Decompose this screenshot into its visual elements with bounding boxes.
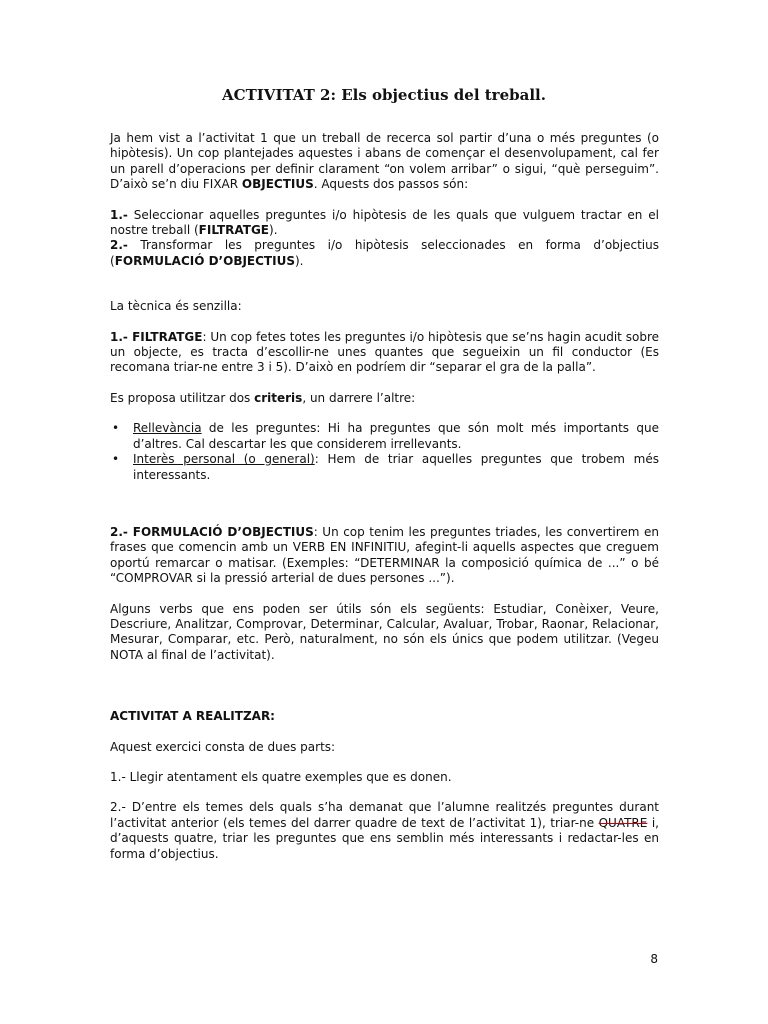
criterion-term: Rellevància xyxy=(133,421,202,436)
step2-text: Transformar les preguntes i/o hipòtesis seleccionades en forma d’objectius ( xyxy=(110,238,659,268)
step2-bold: FORMULACIÓ D’OBJECTIUS xyxy=(114,253,295,268)
criteria-list xyxy=(110,421,659,483)
technique-line: La tècnica és senzilla: xyxy=(110,299,242,314)
list-item xyxy=(110,452,659,483)
intro-tail: . Aquests dos passos són: xyxy=(313,177,469,192)
filtratge-text: : Un cop fetes totes les preguntes i/o hipòtesis que se’ns hagin acudit sobre un objecte, es tracta d’escollir-ne unes quantes que segueixin un fil conductor (Es recomana triar-ne entre 3 i 5). D’això en podríem dir “separar el gra de la palla”. xyxy=(110,329,659,375)
step1-number: 1.- xyxy=(110,207,128,222)
step1-text: Seleccionar aquelles preguntes i/o hipòtesis de les quals que vulguem tractar en el nostre treball ( xyxy=(110,207,659,238)
filtratge-paragraph xyxy=(110,330,659,376)
verbs-paragraph: Alguns verbs que ens poden ser útils són els següents: Estudiar, Conèixer, Veure, Descriure, Analitzar, Comprovar, Determinar, Calcular, Avaluar, Trobar, Raonar, Relacionar, Mesurar, Comparar, etc. Però, naturalment, no són els únics que podem utilitzar. (Vegeu NOTA al final de l’activitat). xyxy=(110,601,659,662)
bullet-icon: • xyxy=(112,421,120,436)
activity-heading: ACTIVITAT A REALITZAR: xyxy=(110,709,275,724)
step1-bold: FILTRATGE xyxy=(198,223,270,238)
criterion-term: Interès personal (o general) xyxy=(133,452,315,467)
formulacio-label: 2.- FORMULACIÓ D’OBJECTIUS xyxy=(110,524,314,539)
part2-text: 2.- D’entre els temes dels quals s’ha demanat que l’alumne realitzés preguntes durant l’activitat anterior (els temes del darrer quadre de text de l’activitat 1), triar-ne xyxy=(110,800,659,830)
step1-tail: ). xyxy=(269,223,278,238)
filtratge-label: 1.- FILTRATGE xyxy=(110,329,203,344)
step2-tail: ). xyxy=(294,253,304,268)
criteris-text: Es proposa utilitzar dos xyxy=(110,390,255,405)
activity-intro: Aquest exercici consta de dues parts: xyxy=(110,739,336,754)
intro-paragraph xyxy=(110,131,659,193)
document-body xyxy=(110,131,659,877)
step2-number: 2.- xyxy=(110,238,128,253)
criteris-line xyxy=(110,391,659,406)
criterion-text: : Hem de triar aquelles preguntes que trobem més interessants. xyxy=(133,452,659,482)
part2-tail: i, d’aquests quatre, triar les preguntes que ens semblin més interessants i redactar-les en forma d’objectius. xyxy=(110,815,659,861)
activity-part2 xyxy=(110,800,659,862)
list-item xyxy=(110,421,659,452)
criteris-bold: criteris xyxy=(254,390,303,405)
part2-struck-word: QUATRE xyxy=(598,815,648,830)
bullet-icon: • xyxy=(112,452,120,467)
steps-paragraph xyxy=(110,208,659,270)
criteris-tail: , un darrere l’altre: xyxy=(302,390,416,405)
intro-bold: OBJECTIUS xyxy=(241,177,314,192)
criterion-text: de les preguntes: Hi ha preguntes que són molt més importants que d’altres. Cal descartar les que considerem irrellevants. xyxy=(133,421,659,451)
page-title: ACTIVITAT 2: Els objectius del treball. xyxy=(222,86,546,104)
intro-text: Ja hem vist a l’activitat 1 que un treball de recerca sol partir d’una o més preguntes (o hipòtesis). Un cop plantejades aquestes i abans de començar el desenvolupament, cal fer un parell d’operacions per definir clarament “on volem arribar” o sigui, “què perseguim”. D’això se’n diu FIXAR xyxy=(110,131,659,192)
formulacio-paragraph xyxy=(110,525,659,587)
formulacio-text: : Un cop tenim les preguntes triades, les convertirem en frases que comencin amb un VERB EN INFINITIU, afegint-li aquells aspectes que creguem oportú remarcar o matisar. (Exemples: “DETERMINAR la composició química de ...” o bé “COMPROVAR si la pressió arterial de dues persones ...”). xyxy=(110,524,659,586)
activity-part1: 1.- Llegir atentament els quatre exemples que es donen. xyxy=(110,769,452,784)
page-number: 8 xyxy=(650,952,658,966)
